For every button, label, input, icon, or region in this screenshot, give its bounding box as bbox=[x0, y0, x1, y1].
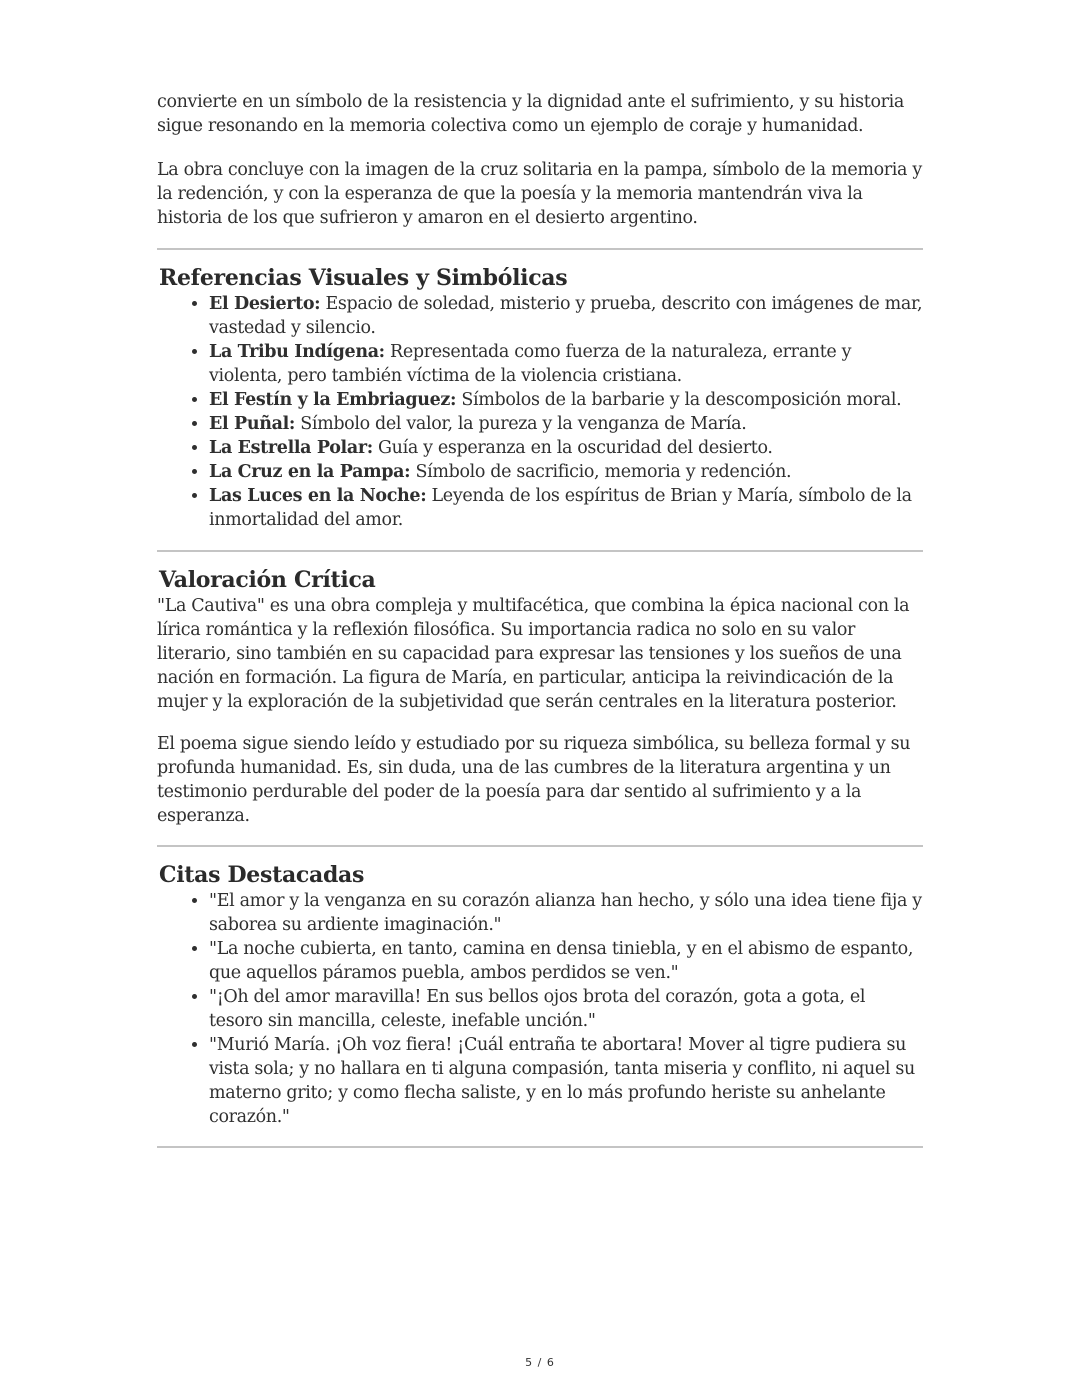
list-item-term: La Estrella Polar: bbox=[209, 438, 373, 458]
list-item bbox=[209, 412, 923, 436]
list-item-text: Espacio de soledad, misterio y prueba, descrito con imágenes de mar, vastedad y silencio. bbox=[209, 294, 923, 338]
list-item bbox=[209, 484, 923, 532]
section-divider bbox=[157, 550, 923, 552]
list-item-term: El Puñal: bbox=[209, 414, 295, 434]
list-item-term: La Tribu Indígena: bbox=[209, 342, 385, 362]
quote-item: • "Murió María. ¡Oh voz fiera! ¡Cuál entraña te abortara! Mover al tigre pudiera su vista sola; y no hallara en ti alguna compasión, tanta miseria y conflito, ni aquel su materno grito; y como flecha saliste, y en lo más profundo heriste su anhelante corazón." bbox=[209, 1033, 923, 1129]
valuation-paragraph-2: El poema sigue siendo leído y estudiado por su riqueza simbólica, su belleza formal y su profunda humanidad. Es, sin duda, una de las cumbres de la literatura argentina y un testimonio perdurable del poder de la poesía para dar sentido al sufrimiento y a la esperanza. bbox=[157, 734, 911, 826]
section-divider bbox=[157, 248, 923, 250]
section-divider bbox=[157, 1146, 923, 1148]
list-item-term: El Desierto: bbox=[209, 294, 321, 314]
list-item-term: Las Luces en la Noche: bbox=[209, 486, 427, 506]
list-item bbox=[209, 292, 923, 340]
quote-item: • "¡Oh del amor maravilla! En sus bellos ojos brota del corazón, gota a gota, el tesoro sin mancilla, celeste, inefable unción." bbox=[209, 985, 923, 1033]
quotes-heading: Citas Destacadas bbox=[159, 862, 365, 888]
intro-paragraph-2: La obra concluye con la imagen de la cruz solitaria en la pampa, símbolo de la memoria y la redención, y con la esperanza de que la poesía y la memoria mantendrán viva la historia de los que sufrieron y amaron en el desierto argentino. bbox=[157, 160, 922, 228]
section-divider bbox=[157, 845, 923, 847]
valuation-heading: Valoración Crítica bbox=[159, 567, 376, 593]
list-item bbox=[209, 436, 923, 460]
list-item-text: Símbolos de la barbarie y la descomposición moral. bbox=[456, 390, 902, 410]
list-item bbox=[209, 388, 923, 412]
list-item-text: Símbolo del valor, la pureza y la venganza de María. bbox=[294, 414, 747, 434]
list-item bbox=[209, 460, 923, 484]
list-item-term: La Cruz en la Pampa: bbox=[209, 462, 411, 482]
document-page bbox=[157, 90, 923, 1148]
valuation-paragraph-1: "La Cautiva" es una obra compleja y multifacética, que combina la épica nacional con la lírica romántica y la reflexión filosófica. Su importancia radica no solo en su valor literario, sino también en su capacidad para expresar las tensiones y los sueños de una nación en formación. La figura de María, en particular, anticipa la reivindicación de la mujer y la exploración de la subjetividad que serán centrales en la literatura posterior. bbox=[157, 596, 910, 712]
list-item-text: Representada como fuerza de la naturaleza, errante y violenta, pero también víctima de la violencia cristiana. bbox=[209, 342, 852, 386]
quote-item: • "La noche cubierta, en tanto, camina en densa tiniebla, y en el abismo de espanto, que aquellos páramos puebla, ambos perdidos se ven." bbox=[209, 937, 923, 985]
page-number: 5 / 6 bbox=[525, 1356, 555, 1369]
quotes-list bbox=[157, 889, 923, 1129]
list-item-text: Guía y esperanza en la oscuridad del desierto. bbox=[372, 438, 773, 458]
list-item-term: El Festín y la Embriaguez: bbox=[209, 390, 457, 410]
references-heading: Referencias Visuales y Simbólicas bbox=[159, 265, 568, 291]
list-item bbox=[209, 340, 923, 388]
quote-item: • "El amor y la venganza en su corazón alianza han hecho, y sólo una idea tiene fija y saborea su ardiente imaginación." bbox=[209, 889, 923, 937]
list-item-text: Símbolo de sacrificio, memoria y redención. bbox=[410, 462, 792, 482]
intro-paragraph-1: convierte en un símbolo de la resistencia y la dignidad ante el sufrimiento, y su historia sigue resonando en la memoria colectiva como un ejemplo de coraje y humanidad. bbox=[157, 92, 904, 136]
references-list bbox=[157, 292, 923, 532]
list-item-text: Leyenda de los espíritus de Brian y María, símbolo de la inmortalidad del amor. bbox=[209, 486, 912, 530]
